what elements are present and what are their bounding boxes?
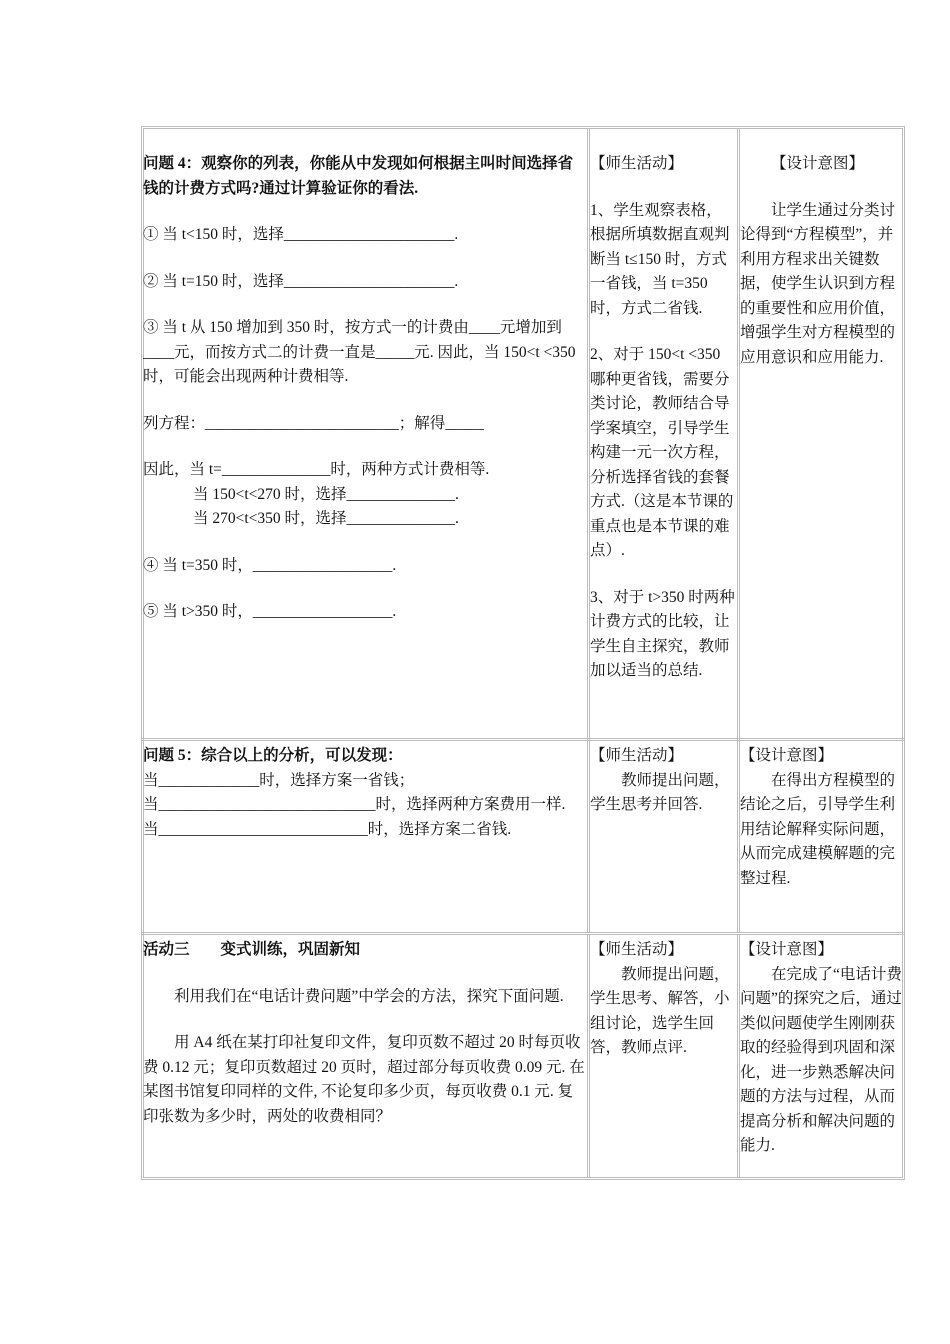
design-cell [737, 128, 903, 740]
design-cell [737, 935, 903, 1178]
activity-text: 教师提出问题，学生思考、解答，小组讨论，选学生回答，教师点评. [590, 965, 730, 1056]
activity-header: 【师生活动】 [590, 747, 684, 764]
q4-therefore: 因此，当 t=______________时，两种方式计费相等. [143, 461, 490, 478]
activity-3-problem: 用 A4 纸在某打印社复印文件，复印页数不超过 20 时每页收费 0.12 元；复印页数超过 20 页时，超过部分每页收费 0.09 元. 在某图书馆复印同样的文件, 不论复印多少页，每页收费 0.1 元. 复印张数为多少时，两处的收费相同？ [143, 1034, 585, 1125]
design-cell [737, 741, 903, 933]
design-header: 【设计意图】 [740, 941, 834, 958]
q4-item-5: ⑤ 当 t>350 时，__________________. [143, 603, 397, 620]
row-question-5 [141, 741, 905, 933]
q5-line-3: 当___________________________时，选择方案二省钱. [143, 820, 512, 838]
q4-range-2: 当 270<t<350 时，选择______________. [193, 510, 459, 527]
activity-cell [587, 128, 737, 740]
activity-3-title: 活动三 变式训练，巩固新知 [143, 941, 361, 958]
design-header: 【设计意图】 [740, 747, 834, 764]
q4-item-2: ② 当 t=150 时，选择______________________. [143, 272, 459, 290]
question-5-cell [143, 741, 587, 933]
q4-item-3: ③ 当 t 从 150 增加到 350 时，按方式一的计费由____元增加到____元，而按方式二的计费一直是_____元. 因此，当 150<t <350 时，可能会出现两种计费相等. [143, 319, 576, 385]
q5-line-2: 当____________________________时，选择两种方案费用一样. [143, 796, 566, 813]
q4-range-1: 当 150<t<270 时，选择______________. [193, 485, 459, 503]
question-4-cell [143, 128, 587, 740]
row-question-4 [141, 128, 905, 740]
activity-para-2: 2、对于 150<t <350 哪种更省钱，需要分类讨论，教师结合导学案填空，引导学生构建一元一次方程，分析选择省钱的套餐方式.（这是本节课的重点也是本节课的难点）. [590, 346, 734, 559]
q4-item-1: ① 当 t<150 时，选择______________________. [143, 226, 459, 243]
design-text: 让学生通过分类讨论得到“方程模型”，并利用方程求出关键数据，使学生认识到方程的重要性和应用价值，增强学生对方程模型的应用意识和应用能力. [740, 201, 896, 366]
design-header: 【设计意图】 [771, 155, 865, 172]
activity-3-intro: 利用我们在“电话计费问题”中学会的方法，探究下面问题. [174, 987, 564, 1005]
q4-equation: 列方程：_________________________；解得_____ [143, 414, 485, 432]
activity-text: 教师提出问题，学生思考并回答. [590, 771, 730, 813]
activity-header: 【师生活动】 [590, 941, 684, 958]
design-text: 在得出方程模型的结论之后，引导学生利用结论解释实际问题，从而完成建模解题的完整过程. [740, 771, 896, 887]
row-activity-3 [141, 935, 905, 1178]
activity-cell [587, 935, 737, 1178]
design-text: 在完成了“电话计费问题”的探究之后，通过类似问题使学生刚刚获取的经验得到巩固和深化，进一步熟悉解决问题的方法与过程，从而提高分析和解决问题的能力. [740, 965, 902, 1154]
activity-3-cell [143, 935, 587, 1178]
activity-cell [587, 741, 737, 933]
activity-header: 【师生活动】 [590, 155, 684, 172]
question-5-title: 问题 5：综合以上的分析，可以发现： [143, 747, 403, 764]
activity-para-1: 1、学生观察表格，根据所填数据直观判断当 t≤150 时，方式一省钱，当 t=350 时，方式二省钱. [590, 201, 730, 317]
q5-line-1: 当_____________时，选择方案一省钱； [143, 771, 415, 789]
question-4-title: 问题 4：观察你的列表，你能从中发现如何根据主叫时间选择省钱的计费方式吗?通过计算验证你的看法. [143, 155, 574, 197]
activity-para-3: 3、对于 t>350 时两种计费方式的比较，让学生自主探究，教师加以适当的总结. [590, 588, 735, 679]
q4-item-4: ④ 当 t=350 时，__________________. [143, 556, 397, 574]
